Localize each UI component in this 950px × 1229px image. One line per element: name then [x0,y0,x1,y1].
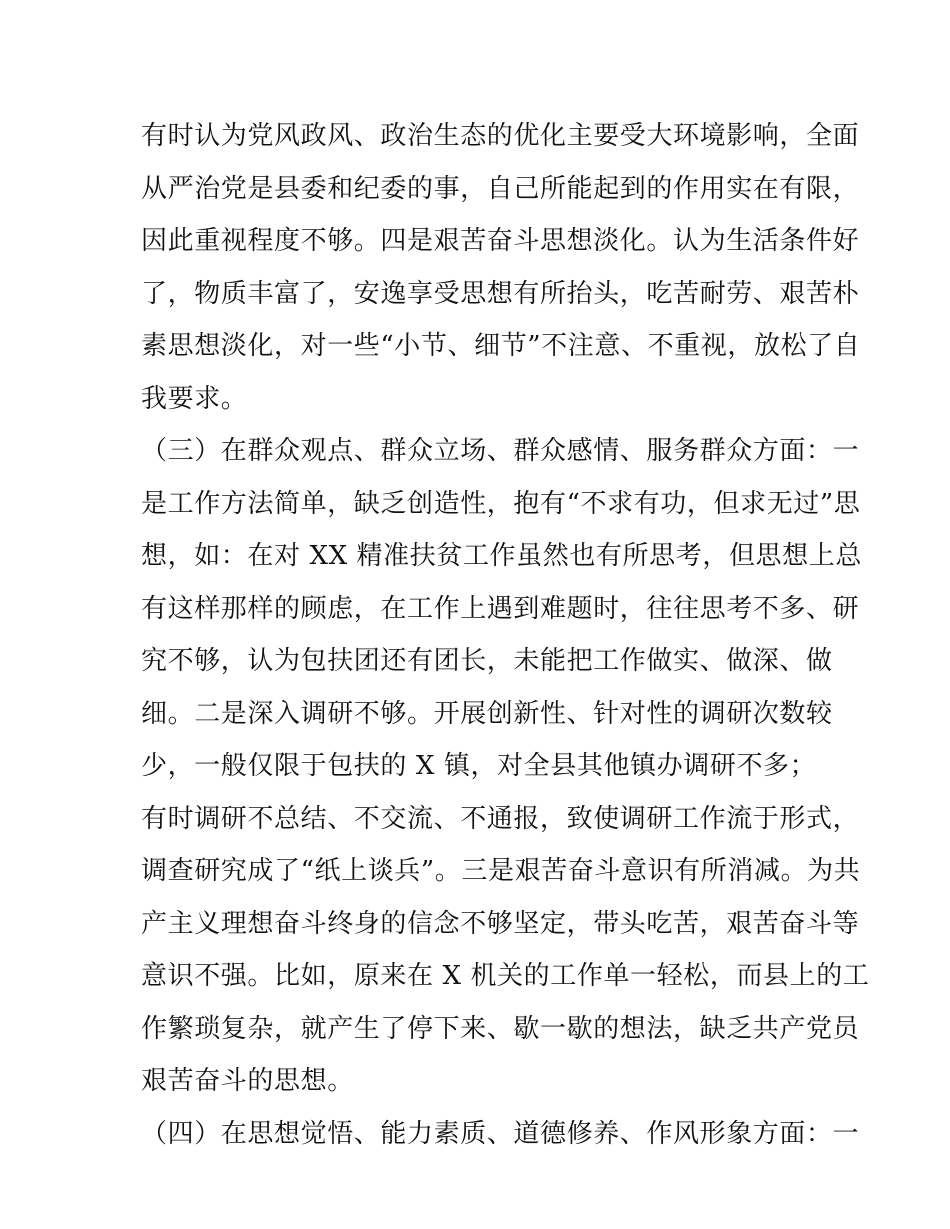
text-line: 想，如：在对 XX 精准扶贫工作虽然也有所思考，但思想上总 [141,541,862,571]
text-line: 了，物质丰富了，安逸享受思想有所抬头，吃苦耐劳、艰苦朴 [141,278,860,309]
text-line: 素思想淡化，对一些“小节、细节”不注意、不重视，放松了自 [141,331,861,361]
text-line: 产主义理想奋斗终身的信念不够坚定，带头吃苦，艰苦奋斗等 [141,908,860,939]
section-heading-line: （三）在群众观点、群众立场、群众感情、服务群众方面：一 [141,436,860,466]
text-line: 究不够，认为包扶团还有团长，未能把工作做实、做深、做 [141,646,833,676]
text-line: 有时认为党风政风、政治生态的优化主要受大环境影响，全面 [141,121,860,151]
text-line: 有这样那样的顾虑，在工作上遇到难题时，往往思考不多、研 [141,593,860,624]
body-text [141,110,870,1160]
section-heading-line: （四）在思想觉悟、能力素质、道德修养、作风形象方面：一 [141,1118,860,1149]
text-line: 艰苦奋斗的思想。 [141,1066,354,1096]
text-line: 是工作方法简单，缺乏创造性，抱有“不求有功，但求无过”思 [141,488,861,519]
text-line: 因此重视程度不够。四是艰苦奋斗思想淡化。认为生活条件好 [141,226,860,256]
text-line: 从严治党是县委和纪委的事，自己所能起到的作用实在有限， [141,173,860,204]
text-line: 有时调研不总结、不交流、不通报，致使调研工作流于形式， [141,803,860,834]
text-line: 细。二是深入调研不够。开展创新性、针对性的调研次数较 [141,698,833,729]
text-line: 意识不强。比如，原来在 X 机关的工作单一轻松，而县上的工 [141,961,870,991]
text-line: 我要求。 [141,383,248,414]
text-line: 作繁琐复杂，就产生了停下来、歇一歇的想法，缺乏共产党员 [141,1013,860,1044]
text-line: 调查研究成了“纸上谈兵”。三是艰苦奋斗意识有所消减。为共 [141,856,861,886]
text-line: 少，一般仅限于包扶的 X 镇，对全县其他镇办调研不多； [141,751,817,781]
